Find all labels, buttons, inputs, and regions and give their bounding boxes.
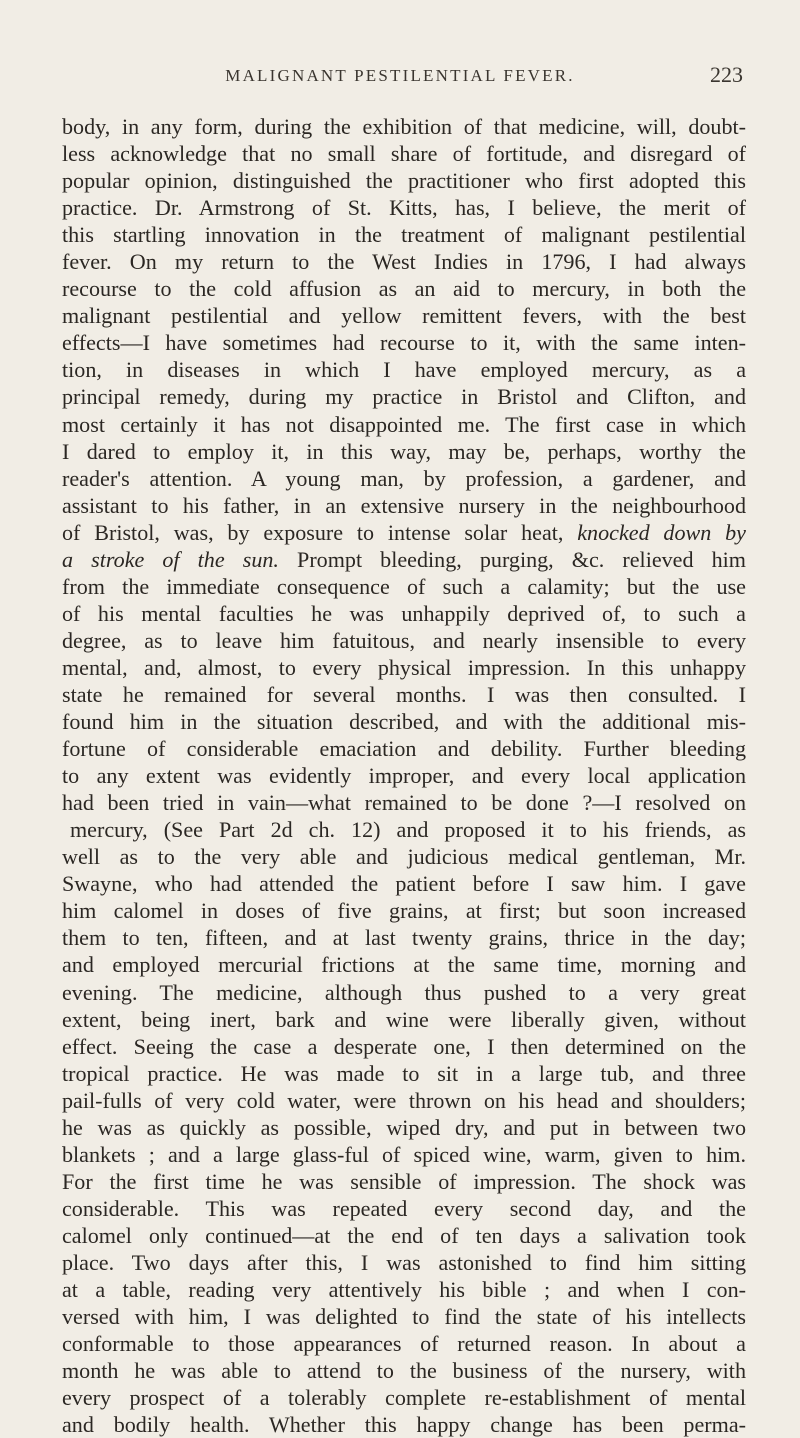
text-line: Swayne, who had attended the patient before I saw him. I gave — [62, 871, 746, 897]
text-line: less acknowledge that no small share of fortitude, and disregard of — [62, 141, 746, 167]
text-segment: of Bristol, was, by exposure to intense solar heat, — [62, 519, 564, 545]
text-line: at a table, reading very attentively his bible ; and when I con- — [62, 1277, 746, 1303]
text-line: tropical practice. He was made to sit in a large tub, and three — [62, 1060, 746, 1086]
text-segment: Prompt bleeding, purging, &c. relieved him — [297, 546, 746, 572]
text-line: I dared to employ it, in this way, may be, perhaps, worthy the — [62, 438, 746, 464]
text-line: popular opinion, distinguished the practitioner who first adopted this — [62, 168, 746, 194]
text-line: mercury, (See Part 2d ch. 12) and proposed it to his friends, as — [70, 817, 746, 843]
text-line: effects—I have sometimes had recourse to it, with the same inten- — [62, 330, 746, 356]
text-line: For the first time he was sensible of impression. The shock was — [62, 1168, 746, 1194]
text-line: body, in any form, during the exhibition of that medicine, will, doubt- — [62, 114, 746, 139]
text-line — [62, 519, 746, 546]
italic-phrase: a stroke of the sun. — [62, 546, 279, 572]
text-line: practice. Dr. Armstrong of St. Kitts, has, I believe, the merit of — [62, 195, 746, 221]
text-line: him calomel in doses of five grains, at first; but soon increased — [62, 898, 746, 924]
running-head: MALIGNANT PESTILENTIAL FEVER. — [225, 66, 575, 85]
text-line: calomel only continued—at the end of ten days a salivation took — [62, 1222, 746, 1248]
text-line: evening. The medicine, although thus pushed to a very great — [62, 979, 746, 1005]
text-line: of his mental faculties he was unhappily deprived of, to such a — [62, 600, 746, 626]
text-line: to any extent was evidently improper, and every local application — [62, 763, 746, 789]
text-line: recourse to the cold affusion as an aid to mercury, in both the — [62, 276, 746, 302]
text-line: place. Two days after this, I was astonished to find him sitting — [62, 1249, 746, 1275]
text-line: he was as quickly as possible, wiped dry, and put in between two — [62, 1114, 746, 1140]
text-line: conformable to those appearances of returned reason. In about a — [62, 1331, 746, 1357]
text-line: and employed mercurial frictions at the same time, morning and — [62, 952, 746, 978]
text-line: state he remained for several months. I was then consulted. I — [62, 681, 746, 707]
text-line: blankets ; and a large glass-ful of spiced wine, warm, given to him. — [62, 1141, 746, 1167]
text-line: assistant to his father, in an extensive nursery in the neighbourhood — [62, 492, 746, 518]
text-line — [62, 546, 746, 573]
text-line: malignant pestilential and yellow remittent fevers, with the best — [62, 303, 746, 329]
page-number: 223 — [710, 62, 743, 87]
text-line: extent, being inert, bark and wine were liberally given, without — [62, 1006, 746, 1032]
text-line: versed with him, I was delighted to find the state of his intellects — [62, 1304, 746, 1330]
text-line: considerable. This was repeated every second day, and the — [62, 1195, 746, 1221]
text-line: principal remedy, during my practice in Bristol and Clifton, and — [62, 384, 746, 410]
text-line: them to ten, fifteen, and at last twenty grains, thrice in the day; — [62, 925, 746, 951]
text-line: effect. Seeing the case a desperate one, I then determined on the — [62, 1033, 746, 1059]
text-line: every prospect of a tolerably complete re-establishment of mental — [62, 1385, 746, 1411]
text-line: fever. On my return to the West Indies in 1796, I had always — [62, 249, 746, 275]
text-line: pail-fulls of very cold water, were thrown on his head and shoulders; — [62, 1087, 746, 1113]
italic-phrase: knocked down by — [577, 519, 746, 545]
text-line: well as to the very able and judicious medical gentleman, Mr. — [62, 844, 746, 870]
text-line: from the immediate consequence of such a calamity; but the use — [62, 573, 746, 599]
text-line: and bodily health. Whether this happy change has been perma- — [62, 1412, 746, 1438]
text-line: most certainly it has not disappointed me. The first case in which — [62, 411, 746, 437]
text-line: this startling innovation in the treatment of malignant pestilential — [62, 222, 746, 248]
text-line: degree, as to leave him fatuitous, and nearly insensible to every — [62, 627, 746, 653]
text-line: tion, in diseases in which I have employed mercury, as a — [62, 357, 746, 383]
body-text — [62, 113, 746, 1438]
text-line: reader's attention. A young man, by profession, a gardener, and — [62, 465, 746, 491]
text-line: mental, and, almost, to every physical impression. In this unhappy — [62, 654, 746, 680]
text-line: had been tried in vain—what remained to be done ?—I resolved on — [62, 790, 746, 816]
text-line: found him in the situation described, and with the additional mis- — [62, 709, 746, 735]
page-header — [0, 62, 800, 92]
text-line: fortune of considerable emaciation and debility. Further bleeding — [62, 736, 746, 762]
text-line: month he was able to attend to the business of the nursery, with — [62, 1358, 746, 1384]
